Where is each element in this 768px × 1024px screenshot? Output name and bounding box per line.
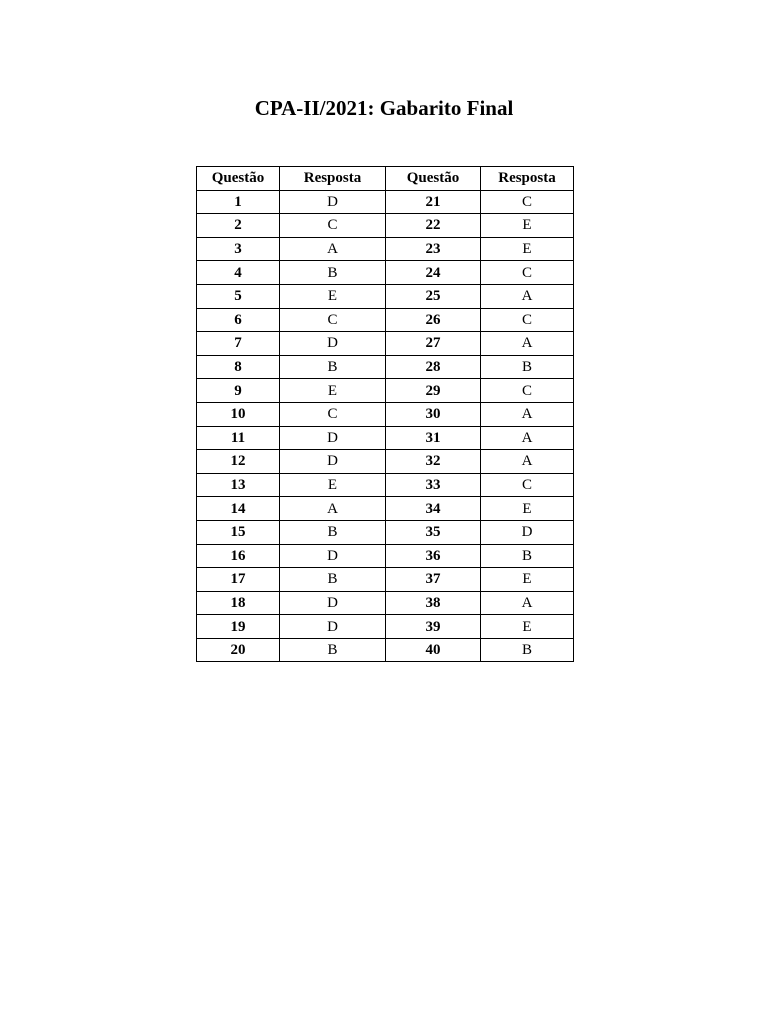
question-number-cell: 28	[386, 355, 481, 379]
answer-cell: A	[280, 497, 386, 521]
question-number-cell: 7	[197, 332, 280, 356]
answer-cell: E	[280, 473, 386, 497]
question-number-cell: 31	[386, 426, 481, 450]
answer-key-table	[196, 166, 574, 662]
question-number-cell: 40	[386, 638, 481, 662]
question-number-cell: 9	[197, 379, 280, 403]
question-number-cell: 24	[386, 261, 481, 285]
question-number-cell: 32	[386, 450, 481, 474]
question-number-cell: 33	[386, 473, 481, 497]
answer-cell: B	[280, 520, 386, 544]
answer-cell: B	[280, 261, 386, 285]
answer-cell: C	[481, 473, 574, 497]
answer-cell: A	[481, 450, 574, 474]
header-resposta-left: Resposta	[280, 167, 386, 191]
answer-cell: D	[280, 332, 386, 356]
answer-cell: B	[481, 355, 574, 379]
answer-cell: C	[481, 261, 574, 285]
question-number-cell: 4	[197, 261, 280, 285]
question-number-cell: 25	[386, 284, 481, 308]
question-number-cell: 22	[386, 214, 481, 238]
table-row	[197, 544, 574, 568]
table-row	[197, 214, 574, 238]
answer-cell: C	[280, 214, 386, 238]
table-row	[197, 190, 574, 214]
table-row	[197, 355, 574, 379]
question-number-cell: 2	[197, 214, 280, 238]
table-row	[197, 402, 574, 426]
answer-cell: D	[280, 544, 386, 568]
table-row	[197, 284, 574, 308]
question-number-cell: 5	[197, 284, 280, 308]
question-number-cell: 8	[197, 355, 280, 379]
question-number-cell: 30	[386, 402, 481, 426]
answer-cell: D	[280, 615, 386, 639]
answer-cell: C	[280, 402, 386, 426]
answer-cell: A	[280, 237, 386, 261]
header-questao-left: Questão	[197, 167, 280, 191]
answer-cell: C	[481, 190, 574, 214]
question-number-cell: 39	[386, 615, 481, 639]
question-number-cell: 16	[197, 544, 280, 568]
table-row	[197, 568, 574, 592]
question-number-cell: 26	[386, 308, 481, 332]
answer-cell: E	[481, 497, 574, 521]
answer-cell: B	[481, 544, 574, 568]
question-number-cell: 29	[386, 379, 481, 403]
answer-cell: E	[280, 284, 386, 308]
table-row	[197, 261, 574, 285]
answer-cell: C	[481, 379, 574, 403]
table-header	[197, 167, 574, 191]
table-row	[197, 473, 574, 497]
table-row	[197, 638, 574, 662]
question-number-cell: 35	[386, 520, 481, 544]
header-questao-right: Questão	[386, 167, 481, 191]
answer-cell: A	[481, 284, 574, 308]
answer-cell: C	[280, 308, 386, 332]
answer-cell: E	[481, 568, 574, 592]
answer-cell: E	[280, 379, 386, 403]
table-row	[197, 379, 574, 403]
question-number-cell: 37	[386, 568, 481, 592]
header-resposta-right: Resposta	[481, 167, 574, 191]
question-number-cell: 13	[197, 473, 280, 497]
header-row	[197, 167, 574, 191]
question-number-cell: 1	[197, 190, 280, 214]
question-number-cell: 38	[386, 591, 481, 615]
question-number-cell: 15	[197, 520, 280, 544]
page-title: CPA-II/2021: Gabarito Final	[254, 96, 514, 120]
table-row	[197, 591, 574, 615]
table-row	[197, 308, 574, 332]
table-row	[197, 520, 574, 544]
answer-cell: A	[481, 332, 574, 356]
answer-cell: D	[280, 591, 386, 615]
question-number-cell: 6	[197, 308, 280, 332]
question-number-cell: 36	[386, 544, 481, 568]
question-number-cell: 20	[197, 638, 280, 662]
table-row	[197, 237, 574, 261]
question-number-cell: 18	[197, 591, 280, 615]
question-number-cell: 27	[386, 332, 481, 356]
answer-cell: E	[481, 237, 574, 261]
table-body	[197, 190, 574, 662]
table-row	[197, 497, 574, 521]
answer-cell: C	[481, 308, 574, 332]
answer-cell: B	[481, 638, 574, 662]
table-row	[197, 332, 574, 356]
table-row	[197, 450, 574, 474]
question-number-cell: 3	[197, 237, 280, 261]
question-number-cell: 34	[386, 497, 481, 521]
question-number-cell: 14	[197, 497, 280, 521]
question-number-cell: 17	[197, 568, 280, 592]
answer-cell: A	[481, 591, 574, 615]
answer-cell: A	[481, 426, 574, 450]
answer-cell: B	[280, 638, 386, 662]
answer-cell: B	[280, 355, 386, 379]
answer-cell: A	[481, 402, 574, 426]
question-number-cell: 19	[197, 615, 280, 639]
answer-cell: D	[481, 520, 574, 544]
answer-cell: E	[481, 615, 574, 639]
question-number-cell: 21	[386, 190, 481, 214]
answer-cell: D	[280, 190, 386, 214]
answer-cell: D	[280, 426, 386, 450]
answer-cell: D	[280, 450, 386, 474]
answer-cell: B	[280, 568, 386, 592]
question-number-cell: 12	[197, 450, 280, 474]
question-number-cell: 10	[197, 402, 280, 426]
table-row	[197, 426, 574, 450]
question-number-cell: 23	[386, 237, 481, 261]
answer-cell: E	[481, 214, 574, 238]
question-number-cell: 11	[197, 426, 280, 450]
table-row	[197, 615, 574, 639]
